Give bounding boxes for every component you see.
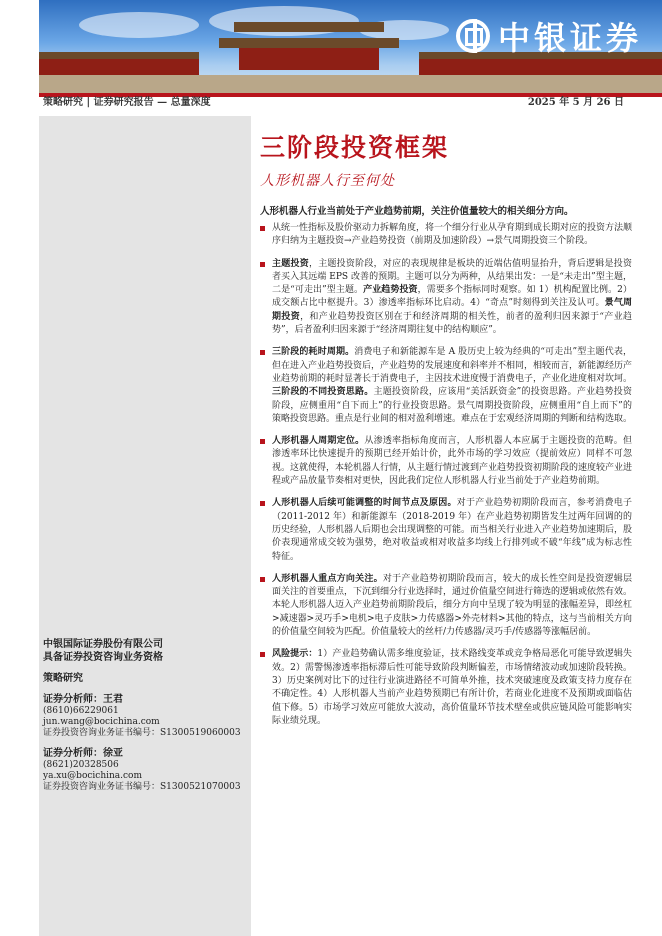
report-subtitle: 人形机器人行至何处	[260, 173, 395, 189]
report-date: 2025 年 5 月 26 日	[527, 97, 624, 108]
key-point-text	[272, 435, 632, 488]
key-point-text	[272, 573, 632, 639]
key-point-text	[272, 497, 632, 563]
report-lead: 人形机器人行业当前处于产业趋势前期，关注价值量较大的相关细分方向。	[260, 206, 574, 217]
key-point	[260, 258, 632, 338]
key-point-body: 主题投资阶段，应该用“美活跃资金”的投资思路。产业趋势投资阶段，应侧重用“自下而上”的行业投资思路。景气周期投资阶段，应侧重用“自上而下”的策略投资思路。重点是行业间的相对盈利增速。难点在于宏观经济周期的判断和结构选取。	[272, 387, 633, 424]
key-point-heading: 主题投资	[272, 258, 309, 269]
key-point-text	[272, 222, 632, 249]
key-point-heading: 风险提示：	[272, 649, 318, 660]
key-points	[260, 222, 632, 737]
bullet-icon	[260, 222, 272, 249]
key-point-body: ，和产业趋势投资区别在于和经济周期的相关性，前者的盈利归因来源于“产业趋势”，后者盈利归因来源于“经济周期往复中的结构顺应”。	[272, 311, 632, 336]
key-point-text	[272, 346, 632, 426]
boc-logo	[456, 13, 642, 59]
key-point-body: 从统一性指标及股价驱动力拆解角度，将一个细分行业从孕育期到成长期对应的投资方法顺序归纳为主题投资→产业趋势投资（前期及加速阶段）→景气周期投资三个阶段。	[272, 223, 633, 247]
key-point-body: 消费电子和新能源车是 A 股历史上较为经典的“可走出”型主题代表，但在进入产业趋势投资后，产业趋势的发展速度和斜率并不相同，相较而言，新能源经历产业趋势前期的耗时显著长于消费电子，主因技术进度慢于消费电子，产业化进度相对坎坷。	[272, 347, 633, 384]
key-point	[260, 222, 632, 249]
bullet-icon	[260, 258, 272, 338]
key-point	[260, 573, 632, 639]
key-point-heading: 人形机器人周期定位。	[272, 436, 365, 447]
analyst-1-license: 证券投资咨询业务证书编号：S1300519060003	[43, 728, 241, 738]
key-point	[260, 435, 632, 488]
header-banner	[39, 0, 662, 93]
analyst-1-phone: (8610)66229061	[43, 706, 119, 716]
logo-text: 中银证券	[497, 19, 642, 57]
plaza	[39, 75, 662, 93]
key-point-body: 从渗透率指标角度而言，人形机器人本应属于主题投资的范畴。但渗透率环比快速提升的预期已经开始计价，此外市场的学习效应（提前效应）同样不可忽视。这就使得，本轮机器人行情，从主题行情过渡到产业趋势投资初期阶段的速度较产业进程或产品放量节奏相对更快，因此我们定位人形机器人行业当前处于产业趋势前期。	[272, 436, 633, 487]
bullet-icon	[260, 435, 272, 488]
key-point-body: 对于产业趋势初期阶段而言，较大的成长性空间是投资逻辑层面关注的首要重点，下沉到细分行业选择时，通过价值量空间进行筛选的逻辑或依然有效。本轮人形机器人迈入产业趋势前期阶段后，细分方向中呈现了较为明显的涨幅差异，即丝杠>减速器>灵巧手>电机>电子皮肤>力传感器>外壳材料>其他的特点，这与当前相关方向的价值量空间较为匹配。价值量较大的丝杆/力传感器/灵巧手/传感器等涨幅居前。	[272, 573, 633, 638]
key-point	[260, 497, 632, 563]
sidebar	[39, 116, 251, 936]
analyst-1-name: 证券分析师：王君	[43, 694, 123, 705]
key-point	[260, 346, 632, 426]
key-point-heading: 人形机器人重点方向关注。	[272, 573, 383, 584]
bullet-icon	[260, 648, 272, 728]
key-point-text	[272, 258, 632, 338]
key-point	[260, 648, 632, 728]
company-name: 中银国际证券股份有限公司	[43, 639, 163, 650]
analyst-2-phone: (8621)20328506	[43, 760, 119, 770]
report-title: 三阶段投资框架	[260, 133, 450, 162]
key-point-body: 1）产业趋势确认需多维度验证，技术路线变革或竞争格局恶化可能导致逻辑失效。2）需警惕渗透率指标滞后性可能导致阶段判断偏差，市场情绪波动或加速阶段转换。3）历史案例对比下的过往行业演进路径不可简单外推，技术突破速度及政策支持力度存在不确定性。4）人形机器人当前产业趋势预期已有所计价，若商业化进度不及预期或面临估值下修。5）市场学习效应可能放大波动，高价值量环节技术壁垒或供应链风险可能影响实际业绩兑现。	[272, 649, 632, 726]
key-point-heading: 景气周期投资	[272, 298, 632, 322]
key-point-body: ，主题投资阶段，对应的表现规律是板块的近端估值明显抬升，背后逻辑是投资者买入其远端 EPS 改善的预期。主题可以分为两种，从结果出发：一是“未走出”型主题，二是“可走出”型主题。	[272, 258, 632, 296]
sidebar-category: 策略研究	[43, 673, 83, 684]
key-point-body: 对于产业趋势初期阶段而言，参考消费电子（2011-2012 年）和新能源车（2018-2019 年）在产业趋势初期皆发生过两年回调的的历史经验，人形机器人后期也会出现调整的可能。而当相关行业进入产业趋势加速期后，股价表现通常成交较为强势，绝对收益或相对收益多均线上行排列或不破“年线”成为标志性特征。	[272, 498, 633, 562]
analyst-2-license: 证券投资咨询业务证书编号：S1300521070003	[43, 782, 241, 792]
key-point-body: ，需要多个指标同时观察。如 1）机构配置比例。2）成交额占比中枢提升。3）渗透率指标环比启动。4）“奇点”时刻得到关注及认可。	[272, 285, 632, 309]
company-qualification: 具备证券投资咨询业务资格	[43, 652, 163, 663]
bullet-icon	[260, 346, 272, 426]
bullet-icon	[260, 497, 272, 563]
bullet-icon	[260, 573, 272, 639]
analyst-2-name: 证券分析师：徐亚	[43, 748, 123, 759]
boc-logo-icon	[456, 19, 490, 53]
analyst-1-email[interactable]: jun.wang@bocichina.com	[43, 717, 160, 727]
sidebar-info	[43, 638, 249, 793]
key-point-text	[272, 648, 632, 728]
report-category: 策略研究 | 证券研究报告 — 总量深度	[43, 97, 211, 108]
analyst-2-email[interactable]: ya.xu@bocichina.com	[43, 771, 143, 781]
key-point-heading: 三阶段的耗时周期。	[272, 347, 355, 358]
key-point-heading: 人形机器人后续可能调整的时间节点及原因。	[272, 498, 457, 509]
key-point-heading: 三阶段的不同投资思路。	[272, 387, 374, 398]
key-point-heading: 产业趋势投资	[363, 285, 418, 296]
